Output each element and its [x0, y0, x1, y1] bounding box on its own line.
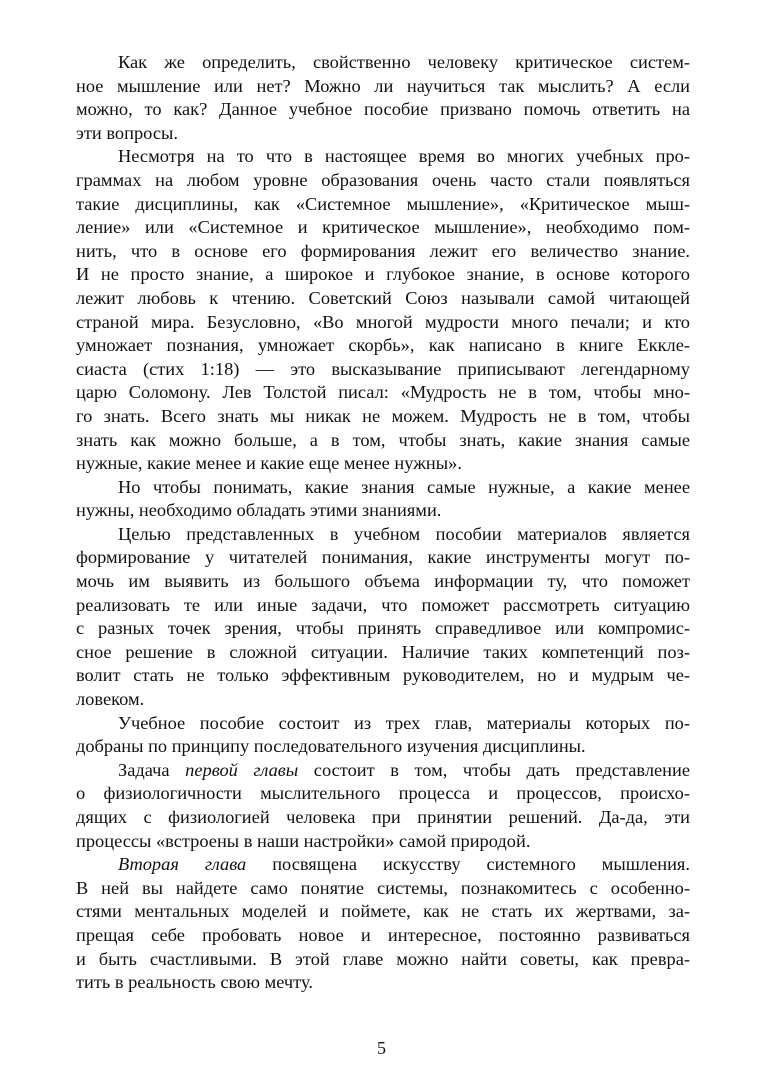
text-line: эти вопросы. — [76, 122, 178, 143]
text-run: состоит в том, чтобы дать представление — [298, 759, 691, 780]
text-line: знать как можно больше, а в том, чтобы знать, какие знания самые — [76, 429, 690, 450]
text-line: царю Соломону. Лев Толстой писал: «Мудрость не в том, чтобы мно- — [76, 382, 690, 403]
text-line — [76, 853, 690, 877]
text-line: стями ментальных моделей и поймете, как не стать их жертвами, за- — [76, 901, 690, 922]
text-line: мочь им выявить из большого объема информации ту, что поможет — [76, 571, 690, 592]
text-line: нить, что в основе его формирования лежит его величество знание. — [76, 240, 690, 261]
paragraph-chapter-two — [76, 853, 690, 995]
text-line: сное решение в сложной ситуации. Наличие таких компетенций поз- — [76, 641, 690, 662]
chapter-two-emphasis: Вторая глава — [118, 854, 247, 875]
text-line — [76, 759, 690, 783]
text-line: процессы «встроены в наши настройки» самой природой. — [76, 830, 531, 851]
text-line: го знать. Всего знать мы никак не можем. Мудрость не в том, чтобы — [76, 405, 690, 426]
text-line: Целью представленных в учебном пособии материалов является — [118, 523, 690, 544]
text-line: Но чтобы понимать, какие знания самые нужные, а какие менее — [118, 476, 690, 497]
text-line: Несмотря на то что в настоящее время во многих учебных про- — [118, 146, 690, 167]
text-line: граммах на любом уровне образования очень часто стали появляться — [76, 169, 690, 190]
text-line: можно, то как? Данное учебное пособие призвано помочь ответить на — [76, 99, 690, 120]
text-line: Как же определить, свойственно человеку критическое систем- — [118, 52, 690, 72]
text-line: тить в реальность свою мечту. — [76, 972, 313, 993]
text-line: такие дисциплины, как «Системное мышление», «Критическое мыш- — [76, 193, 690, 214]
text-line: добраны по принципу последовательного изучения дисциплины. — [76, 736, 586, 757]
text-line: формирование у читателей понимания, какие инструменты могут по- — [76, 547, 690, 568]
text-line: лежит любовь к чтению. Советский Союз называли самой читающей — [76, 287, 690, 308]
text-line: о физиологичности мыслительного процесса и процессов, происхо- — [76, 783, 690, 804]
text-line: Учебное пособие состоит из трех глав, материалы которых по- — [118, 712, 690, 733]
page-number: 5 — [377, 1038, 386, 1058]
text-line: с разных точек зрения, чтобы принять справедливое или компромис- — [76, 618, 690, 639]
paragraph-chapter-one — [76, 759, 690, 853]
document-page — [76, 51, 690, 995]
text-line: ное мышление или нет? Можно ли научиться так мыслить? А если — [76, 75, 690, 96]
text-line: сиаста (стих 1:18) — это высказывание приписывают легендарному — [76, 358, 690, 379]
text-line: В ней вы найдете само понятие системы, познакомитесь с особенно- — [76, 877, 690, 898]
paragraph-knowledge — [76, 145, 690, 475]
text-line: прещая себе пробовать новое и интересное, постоянно развиваться — [76, 924, 690, 945]
paragraph-understanding — [76, 476, 690, 523]
paragraph-intro — [76, 51, 690, 145]
text-line: и быть счастливыми. В этой главе можно найти советы, как превра- — [76, 948, 690, 969]
text-line: дящих с физиологией человека при принятии решений. Да-да, эти — [76, 807, 690, 827]
paragraph-goal — [76, 523, 690, 712]
text-run: посвящена искусству системного мышления. — [246, 854, 690, 875]
text-line: нужные, какие менее и какие еще менее нужны». — [76, 453, 462, 474]
text-line: И не просто знание, а широкое и глубокое знание, в основе которого — [76, 264, 690, 285]
paragraph-structure — [76, 712, 690, 759]
text-line: умножает познания, умножает скорбь», как написано в книге Еккле- — [76, 335, 690, 356]
text-line: нужны, необходимо обладать этими знаниями. — [76, 500, 442, 521]
text-line: ловеком. — [76, 689, 145, 710]
text-line: реализовать те или иные задачи, что поможет рассмотреть ситуацию — [76, 594, 690, 615]
text-run: Задача — [118, 759, 186, 780]
text-line: волит стать не только эффективным руководителем, но и мудрым че- — [76, 665, 690, 686]
chapter-one-emphasis: первой главы — [185, 759, 299, 780]
text-line: страной мира. Безусловно, «Во многой мудрости много печали; и кто — [76, 311, 690, 332]
text-line: ление» или «Системное и критическое мышление», необходимо пом- — [76, 217, 690, 238]
